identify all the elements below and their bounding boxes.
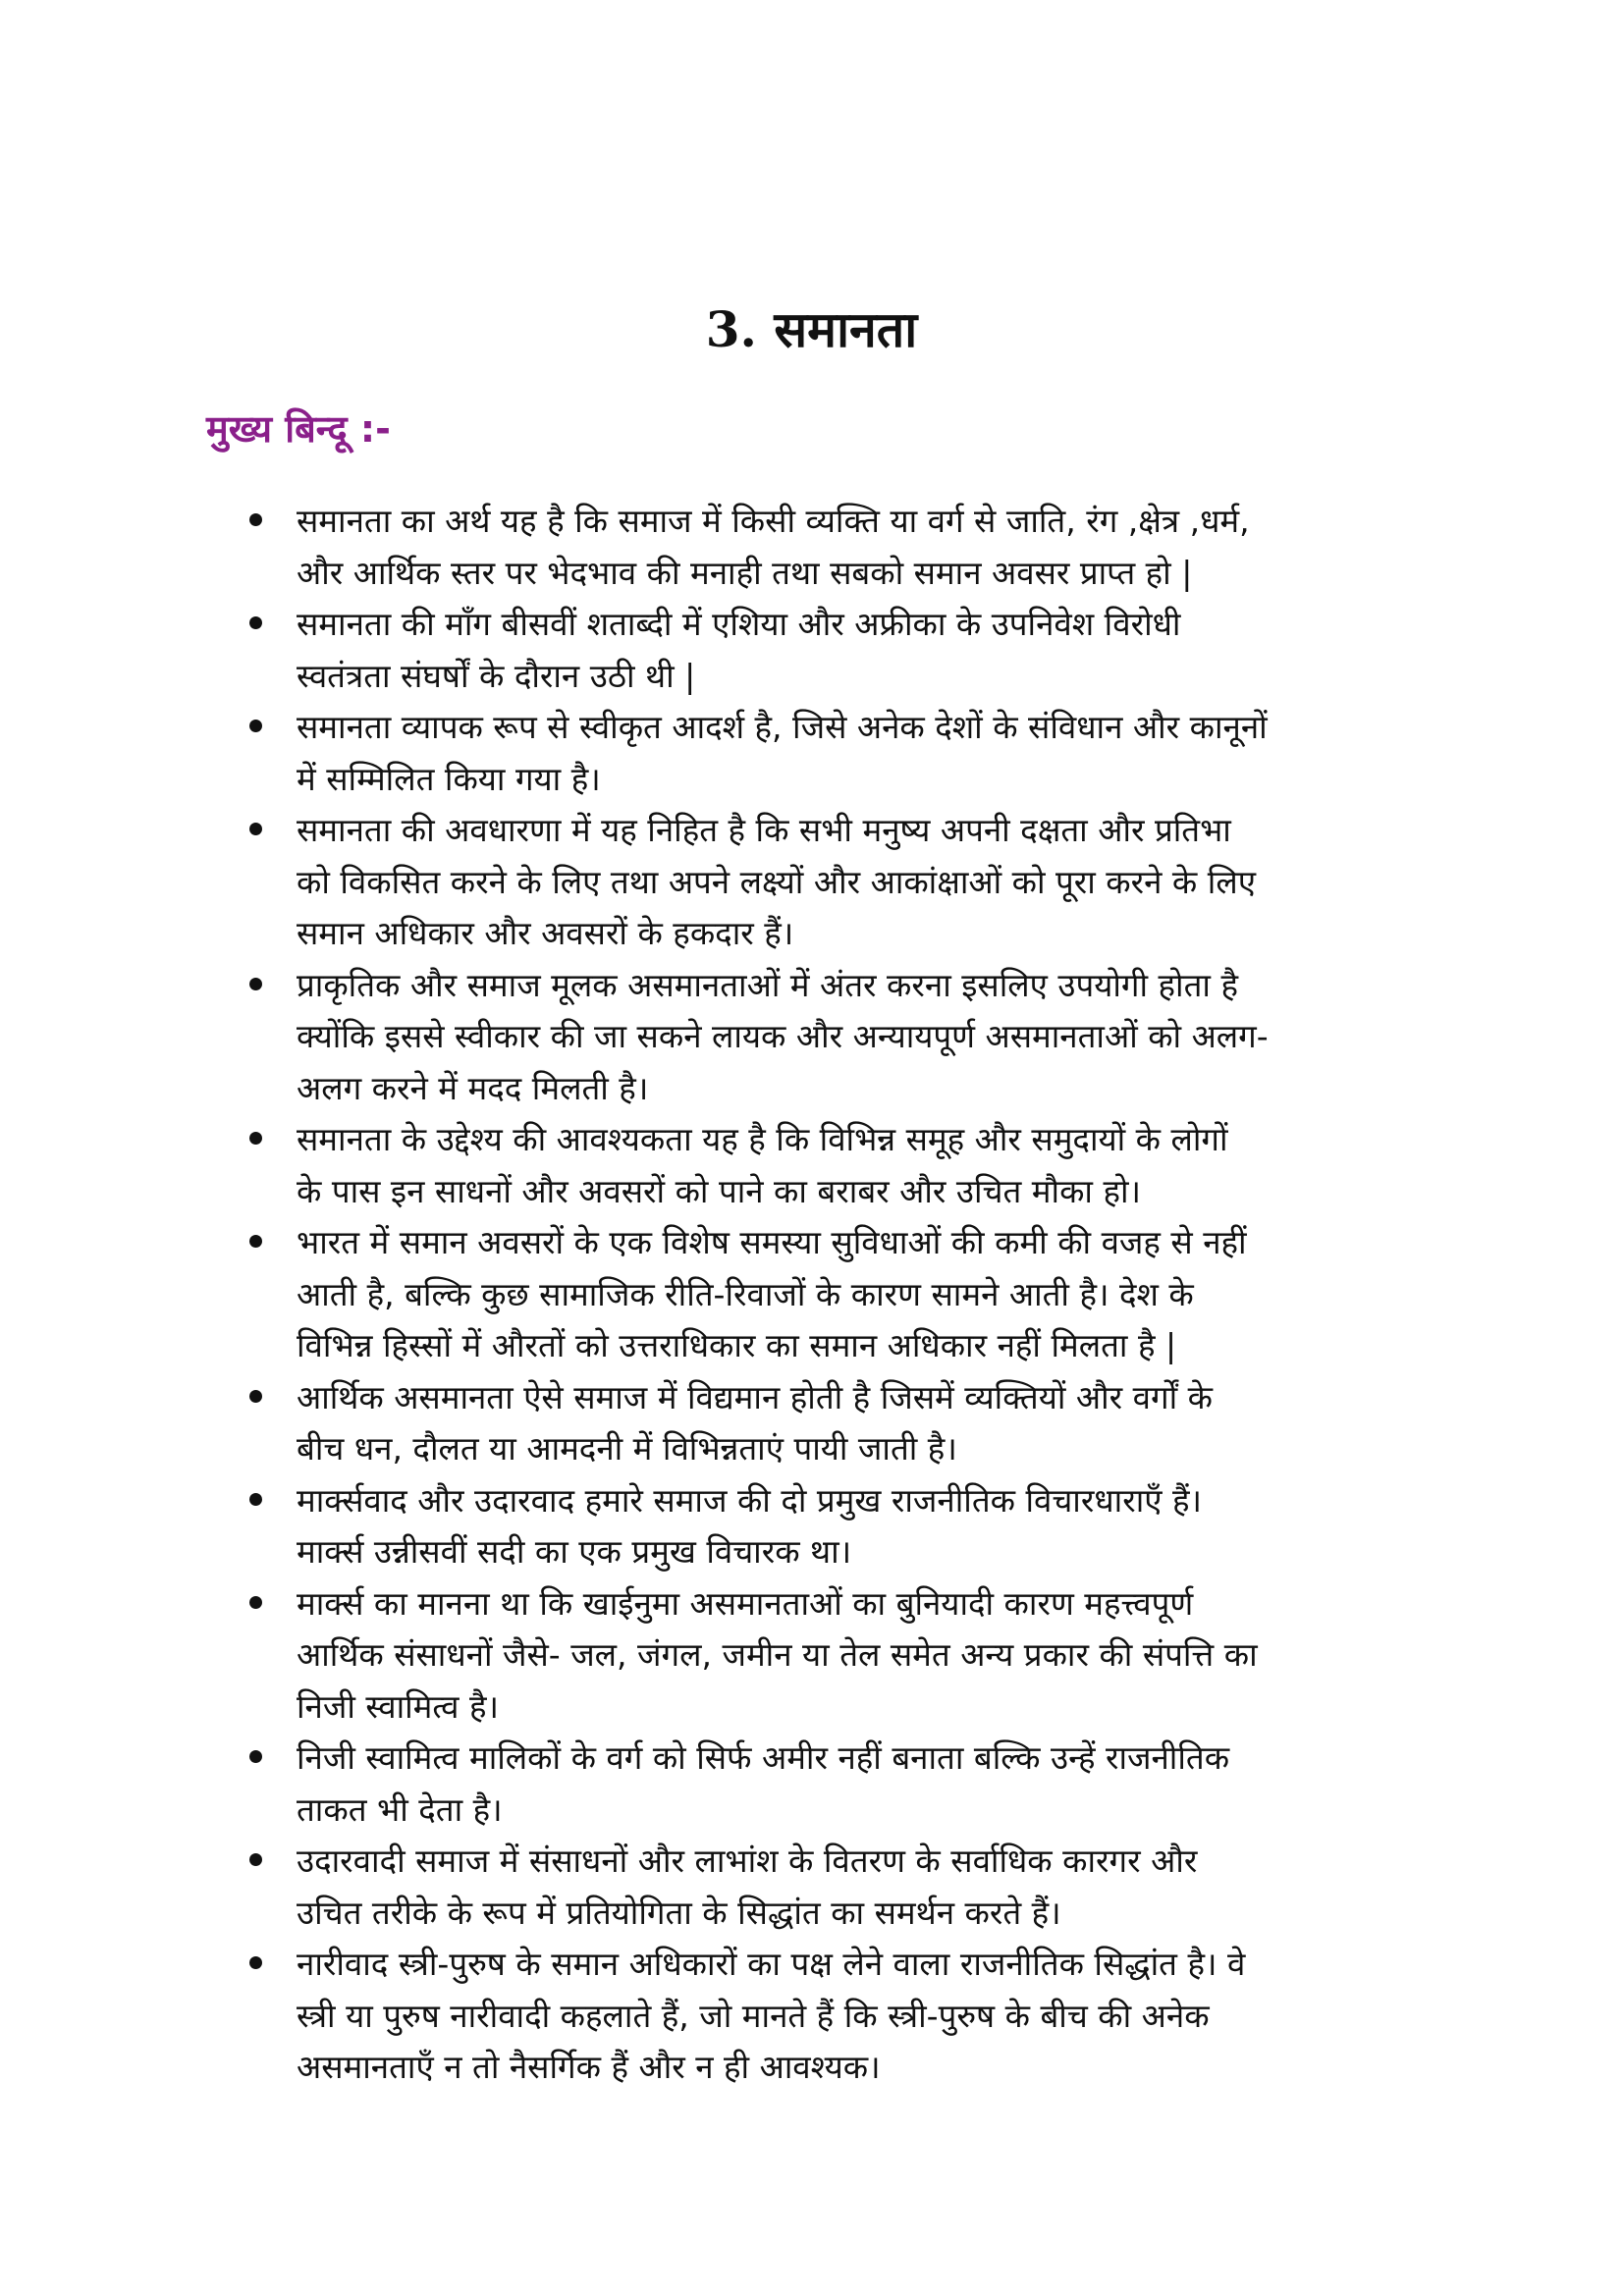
list-item: [245, 1733, 1453, 1836]
list-item-text-line: स्वतंत्रता संघर्षों के दौरान उठी थी |: [297, 656, 696, 695]
list-item-text-line: आर्थिक असमानता ऐसे समाज में विद्यमान होती है जिसमें व्यक्तियों और वर्गों के: [297, 1377, 1213, 1416]
list-item-text-line: के पास इन साधनों और अवसरों को पाने का बराबर और उचित मौका हो।: [297, 1171, 1142, 1210]
list-item-text-line: बीच धन, दौलत या आमदनी में विभिन्नताएं पायी जाती है।: [297, 1429, 957, 1468]
list-item: [245, 805, 1453, 960]
list-item: [245, 496, 1453, 599]
list-item-text-line: मार्क्सवाद और उदारवाद हमारे समाज की दो प्रमुख राजनीतिक विचारधाराएँ हैं।: [297, 1480, 1203, 1520]
bullet-icon: [249, 1493, 262, 1506]
bullet-icon: [249, 1750, 262, 1763]
list-item-text-line: समानता की अवधारणा में यह निहित है कि सभी मनुष्य अपनी दक्षता और प्रतिभा: [297, 811, 1231, 849]
bullet-icon: [249, 1853, 262, 1866]
list-item-text-line: विभिन्न हिस्सों में औरतों को उत्तराधिकार का समान अधिकार नहीं मिलता है |: [297, 1326, 1177, 1364]
list-item: [245, 1217, 1453, 1372]
list-item-text-line: प्राकृतिक और समाज मूलक असमानताओं में अंतर करना इसलिए उपयोगी होता है: [297, 965, 1238, 1004]
bullet-icon: [249, 978, 262, 990]
list-item-text-line: भारत में समान अवसरों के एक विशेष समस्या सुविधाओं की कमी की वजह से नहीं: [297, 1223, 1247, 1261]
list-item-text-line: में सम्मिलित किया गया है।: [297, 759, 601, 798]
bullet-icon: [249, 823, 262, 835]
list-item: [245, 1475, 1453, 1578]
key-points-list: [245, 496, 1453, 2094]
list-item-text-line: को विकसित करने के लिए तथा अपने लक्ष्यों और आकांक्षाओं को पूरा करने के लिए: [297, 862, 1256, 901]
list-item-text-line: समानता का अर्थ यह है कि समाज में किसी व्यक्ति या वर्ग से जाति, रंग ,क्षेत्र ,धर्म,: [297, 502, 1250, 540]
list-item-text-line: असमानताएँ न तो नैसर्गिक हैं और न ही आवश्यक।: [297, 2048, 881, 2086]
bullet-icon: [249, 1235, 262, 1248]
list-item-text-line: उदारवादी समाज में संसाधनों और लाभांश के वितरण के सर्वाधिक कारगर और: [297, 1842, 1198, 1880]
list-item-text-line: समानता की माँग बीसवीं शताब्दी में एशिया और अफ्रीका के उपनिवेश विरोधी: [297, 605, 1181, 643]
list-item-text-line: आर्थिक संसाधनों जैसे- जल, जंगल, जमीन या तेल समेत अन्य प्रकार की संपत्ति का: [297, 1635, 1258, 1674]
bullet-icon: [249, 1132, 262, 1145]
list-item-text-line: समान अधिकार और अवसरों के हकदार हैं।: [297, 914, 794, 952]
list-item-text-line: समानता व्यापक रूप से स्वीकृत आदर्श है, जिसे अनेक देशों के संविधान और कानूनों: [297, 708, 1268, 746]
list-item-text-line: अलग करने में मदद मिलती है।: [297, 1068, 649, 1107]
section-heading: मुख्य बिन्दू :-: [206, 407, 391, 451]
list-item-text-line: मार्क्स उन्नीसवीं सदी का एक प्रमुख विचारक था।: [297, 1532, 852, 1571]
page-title: 3. समानता: [705, 300, 918, 358]
list-item: [245, 1836, 1453, 1939]
bullet-icon: [249, 720, 262, 732]
bullet-icon: [249, 616, 262, 629]
list-item: [245, 1372, 1453, 1475]
bullet-icon: [249, 1596, 262, 1609]
list-item-text-line: समानता के उद्देश्य की आवश्यकता यह है कि विभिन्न समूह और समुदायों के लोगों: [297, 1120, 1228, 1158]
list-item-text-line: क्योंकि इससे स्वीकार की जा सकने लायक और अन्यायपूर्ण असमानताओं को अलग-: [297, 1017, 1269, 1055]
list-item-text-line: उचित तरीके के रूप में प्रतियोगिता के सिद्धांत का समर्थन करते हैं।: [297, 1893, 1061, 1932]
list-item-text-line: स्त्री या पुरुष नारीवादी कहलाते हैं, जो मानते हैं कि स्त्री-पुरुष के बीच की अनेक: [297, 1996, 1210, 2035]
bullet-icon: [249, 1390, 262, 1403]
list-item-text-line: निजी स्वामित्व है।: [297, 1686, 500, 1726]
list-item-text-line: ताकत भी देता है।: [297, 1789, 503, 1829]
list-item: [245, 1939, 1453, 2094]
list-item-text-line: निजी स्वामित्व मालिकों के वर्ग को सिर्फ अमीर नहीं बनाता बल्कि उन्हें राजनीतिक: [297, 1738, 1230, 1777]
list-item: [245, 1578, 1453, 1734]
list-item: [245, 960, 1453, 1115]
list-item-text-line: और आर्थिक स्तर पर भेदभाव की मनाही तथा सबको समान अवसर प्राप्त हो |: [297, 553, 1193, 592]
list-item: [245, 599, 1453, 702]
bullet-icon: [249, 1956, 262, 1969]
list-item-text-line: आती है, बल्कि कुछ सामाजिक रीति-रिवाजों के कारण सामने आती है। देश के: [297, 1274, 1194, 1313]
list-item-text-line: मार्क्स का मानना था कि खाईनुमा असमानताओं का बुनियादी कारण महत्त्वपूर्ण: [297, 1583, 1194, 1623]
list-item-text-line: नारीवाद स्त्री-पुरुष के समान अधिकारों का पक्ष लेने वाला राजनीतिक सिद्धांत है। वे: [297, 1945, 1246, 1983]
list-item: [245, 702, 1453, 805]
bullet-icon: [249, 513, 262, 526]
list-item: [245, 1114, 1453, 1217]
